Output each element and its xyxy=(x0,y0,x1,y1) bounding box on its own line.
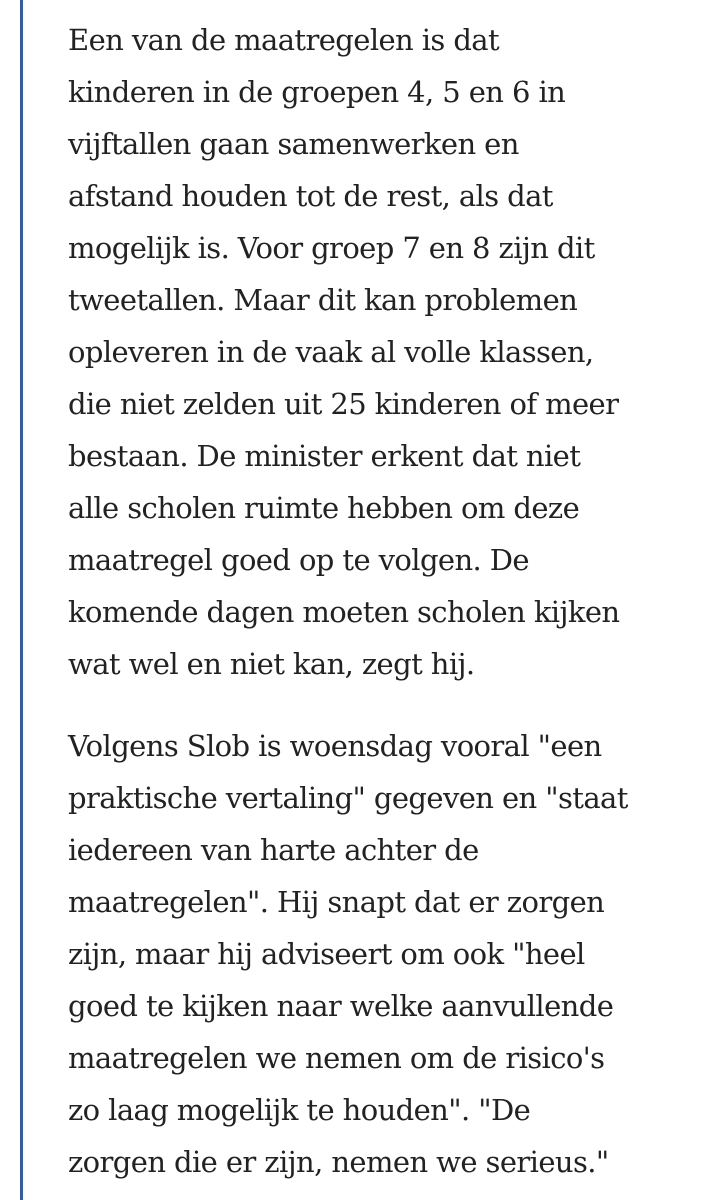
text-line: Volgens Slob is woensdag vooral "een xyxy=(68,729,602,763)
text-line: die niet zelden uit 25 kinderen of meer xyxy=(68,387,619,421)
text-line: iedereen van harte achter de xyxy=(68,833,479,867)
text-line: kinderen in de groepen 4, 5 en 6 in xyxy=(68,75,566,109)
text-line: maatregel goed op te volgen. De xyxy=(68,543,529,577)
quote-accent-bar xyxy=(20,0,23,1200)
text-line: Een van de maatregelen is dat xyxy=(68,23,500,57)
text-line: praktische vertaling" gegeven en "staat xyxy=(68,781,628,815)
article-body xyxy=(68,14,703,1200)
text-line: maatregelen". Hij snapt dat er zorgen xyxy=(68,885,605,919)
paragraph-2 xyxy=(68,720,703,1188)
text-line: goed te kijken naar welke aanvullende xyxy=(68,989,614,1023)
text-line: zorgen die er zijn, nemen we serieus." xyxy=(68,1145,609,1179)
paragraph-1 xyxy=(68,14,703,690)
text-line: maatregelen we nemen om de risico's xyxy=(68,1041,605,1075)
text-line: wat wel en niet kan, zegt hij. xyxy=(68,647,475,681)
text-line: zo laag mogelijk te houden". "De xyxy=(68,1093,531,1127)
text-line: opleveren in de vaak al volle klassen, xyxy=(68,335,594,369)
text-line: mogelijk is. Voor groep 7 en 8 zijn dit xyxy=(68,231,595,265)
text-line: afstand houden tot de rest, als dat xyxy=(68,179,553,213)
text-line: zijn, maar hij adviseert om ook "heel xyxy=(68,937,585,971)
text-line: bestaan. De minister erkent dat niet xyxy=(68,439,581,473)
text-line: alle scholen ruimte hebben om deze xyxy=(68,491,580,525)
text-line: komende dagen moeten scholen kijken xyxy=(68,595,620,629)
text-line: vijftallen gaan samenwerken en xyxy=(68,127,519,161)
text-line: tweetallen. Maar dit kan problemen xyxy=(68,283,578,317)
